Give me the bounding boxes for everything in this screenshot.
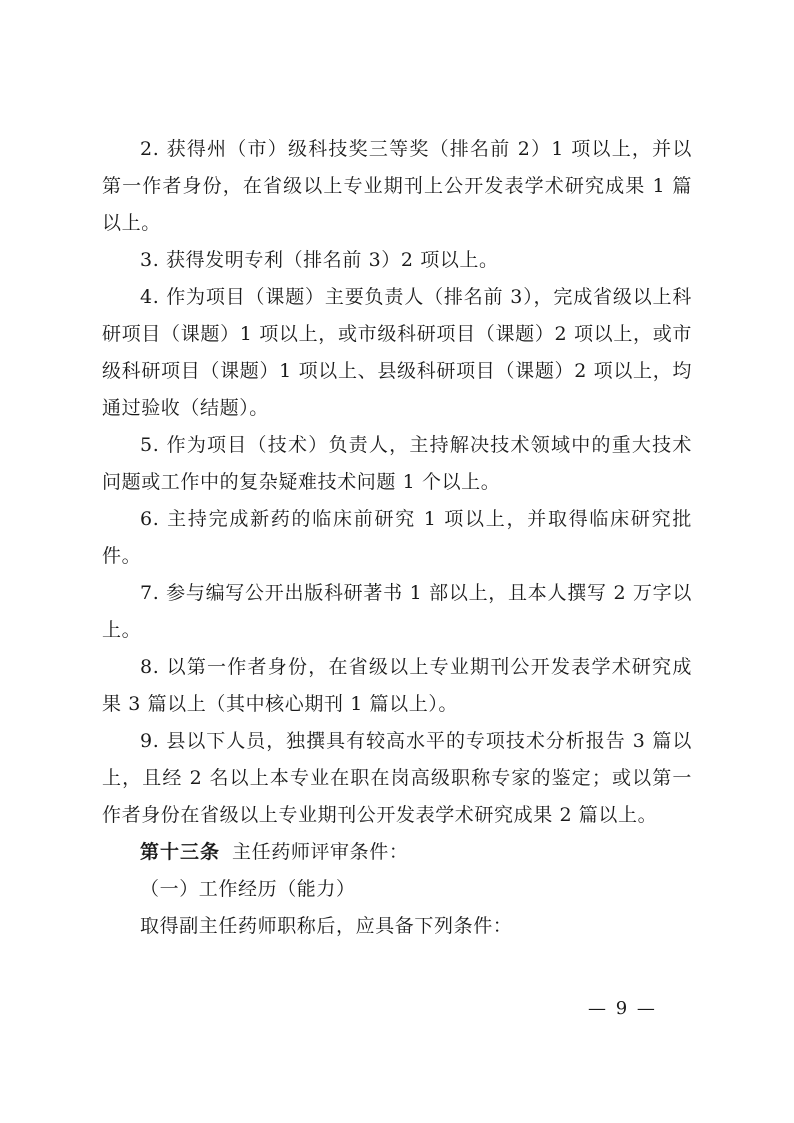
article-13 <box>102 834 692 871</box>
paragraph-item-4: 4. 作为项目（课题）主要负责人（排名前 3），完成省级以上科研项目（课题）1 项以上，或市级科研项目（课题）2 项以上，或市级科研项目（课题）1 项以上、县级科研项目（课题）2 项以上，均通过验收（结题）。 <box>102 286 692 419</box>
closing-paragraph: 取得副主任药师职称后，应具备下列条件： <box>140 915 513 937</box>
paragraph-item-8: 8. 以第一作者身份，在省级以上专业期刊公开发表学术研究成果 3 篇以上（其中核心期刊 1 篇以上）。 <box>102 656 692 715</box>
article-title: 主任药师评审条件： <box>232 841 409 863</box>
section-heading: （一）工作经历（能力） <box>140 878 356 900</box>
article-heading: 第十三条 <box>140 841 221 863</box>
paragraph-item-7: 7. 参与编写公开出版科研著书 1 部以上，且本人撰写 2 万字以上。 <box>102 582 692 641</box>
paragraph-item-3: 3. 获得发明专利（排名前 3）2 项以上。 <box>140 249 499 271</box>
page-number: — 9 — <box>588 998 657 1019</box>
paragraph-item-5: 5. 作为项目（技术）负责人，主持解决技术领域中的重大技术问题或工作中的复杂疑难技术问题 1 个以上。 <box>102 434 692 493</box>
document-body <box>102 131 692 945</box>
paragraph-item-6: 6. 主持完成新药的临床前研究 1 项以上，并取得临床研究批件。 <box>102 508 692 567</box>
paragraph-item-9: 9. 县以下人员，独撰具有较高水平的专项技术分析报告 3 篇以上，且经 2 名以上本专业在职在岗高级职称专家的鉴定；或以第一作者身份在省级以上专业期刊公开发表学术研究成果 2 篇以上。 <box>102 730 692 826</box>
paragraph-item-2: 2. 获得州（市）级科技奖三等奖（排名前 2）1 项以上，并以第一作者身份，在省级以上专业期刊上公开发表学术研究成果 1 篇以上。 <box>102 138 692 234</box>
